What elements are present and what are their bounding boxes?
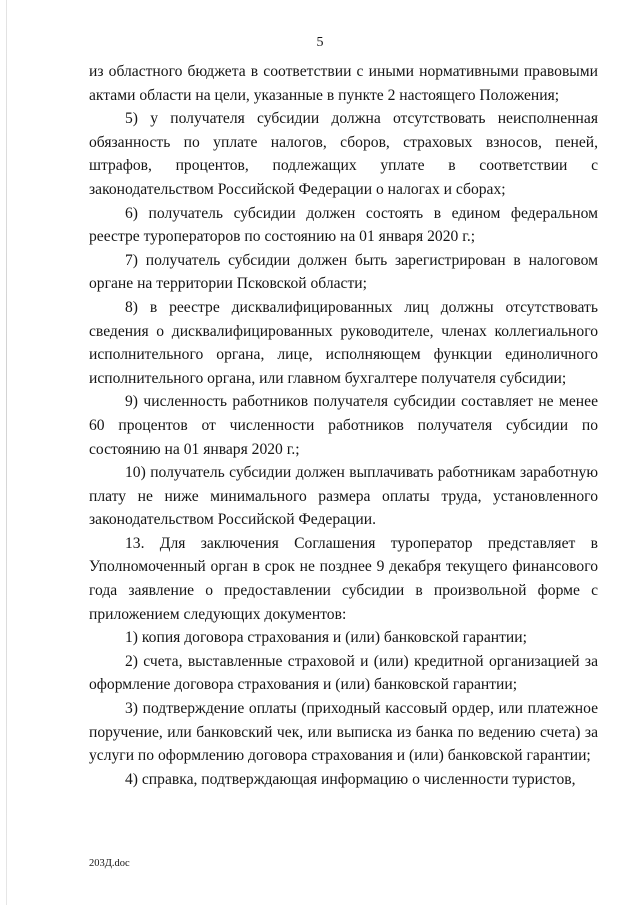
paragraph-continuation: из областного бюджета в соответствии с иными нормативными правовыми актами области на цели, указанные в пункте 2 настоящего Положения;	[89, 63, 598, 104]
paragraph-section-13: 13. Для заключения Соглашения туроператор представляет в Уполномоченный орган в срок не позднее 9 декабря текущего финансового года заявление о предоставлении субсидии в произвольной форме с приложением следующих документов:	[89, 534, 598, 623]
paragraph-item-5: 5) у получателя субсидии должна отсутствовать неисполненная обязанность по уплате налогов, сборов, страховых взносов, пеней, штрафов, процентов, подлежащих уплате в соответствии с законодательством Российской Федерации о налогах и сборах;	[89, 110, 598, 198]
document-body	[89, 60, 598, 791]
paragraph-item-8: 8) в реестре дисквалифицированных лиц должны отсутствовать сведения о дисквалифицированных руководителе, членах коллегиального исполнительного органа, лице, исполняющем функции единоличного исполнительного органа, или главном бухгалтере получателя субсидии;	[89, 298, 598, 387]
paragraph-doc-item-3: 3) подтверждение оплаты (приходный кассовый ордер, или платежное поручение, или банковский чек, или выписка из банка по ведению счета) за услуги по оформлению договора страхования и (или) банковской гарантии;	[89, 700, 598, 765]
paragraph-doc-item-4: 4) справка, подтверждающая информацию о численности туристов,	[125, 770, 576, 788]
paragraph-item-9: 9) численность работников получателя субсидии составляет не менее 60 процентов от численности работников получателя субсидии по состоянию на 01 января 2020 г.;	[89, 393, 598, 458]
footer-filename: 203Д.doc	[89, 858, 130, 869]
paragraph-item-10: 10) получатель субсидии должен выплачивать работникам заработную плату не ниже минимального размера оплаты труда, установленного законодательством Российской Федерации.	[89, 464, 598, 529]
paragraph-item-6: 6) получатель субсидии должен состоять в едином федеральном реестре туроператоров по состоянию на 01 января 2020 г.;	[89, 204, 598, 246]
paragraph-item-7: 7) получатель субсидии должен быть зарегистрирован в налоговом органе на территории Псковской области;	[89, 251, 598, 293]
paragraph-doc-item-1: 1) копия договора страхования и (или) банковской гарантии;	[125, 629, 527, 647]
page-number: 5	[316, 35, 324, 50]
paragraph-doc-item-2: 2) счета, выставленные страховой и (или) кредитной организацией за оформление договора страхования и (или) банковской гарантии;	[89, 652, 598, 694]
scan-edge	[6, 0, 7, 905]
